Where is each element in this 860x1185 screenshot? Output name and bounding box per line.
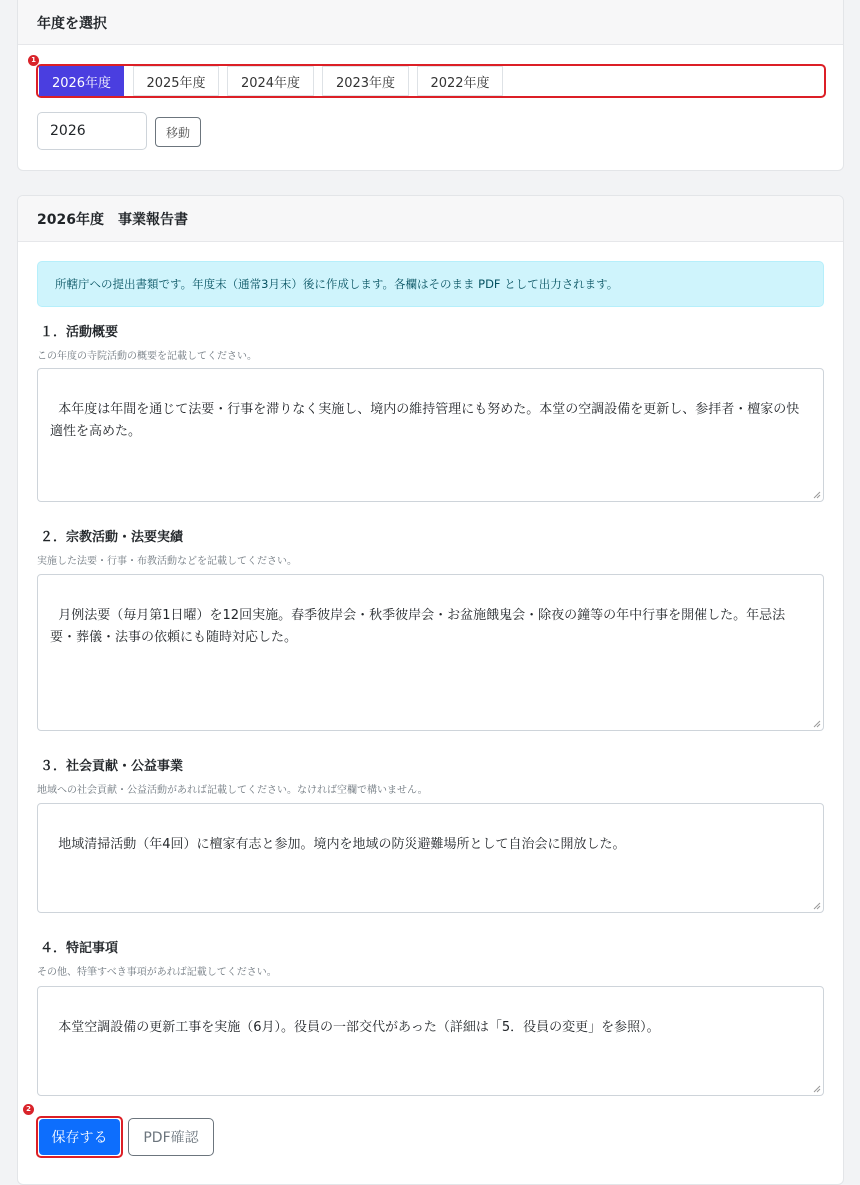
section-4-help: その他、特筆すべき事項があれば記載してください。 bbox=[37, 967, 277, 978]
report-title: 2026年度 事業報告書 bbox=[18, 196, 843, 242]
resize-grip-icon[interactable] bbox=[813, 1085, 821, 1093]
info-alert: 所轄庁への提出書類です。年度末（通常3月末）後に作成します。各欄はそのまま PDF として出力されます。 bbox=[37, 261, 824, 307]
tab-year-2025[interactable]: 2025年度 bbox=[133, 66, 219, 96]
section-2-help: 実施した法要・行事・布教活動などを記載してください。 bbox=[37, 556, 297, 567]
resize-grip-icon[interactable] bbox=[813, 902, 821, 910]
section-1-text: 本年度は年間を通じて法要・行事を滞りなく実施し、境内の維持管理にも努めた。本堂の空調設備を更新し、参拝者・檀家の快適性を高めた。 bbox=[50, 402, 800, 439]
section-3-help: 地域への社会貢献・公益活動があれば記載してください。なければ空欄で構いません。 bbox=[37, 785, 428, 796]
section-2-title: ２．宗教活動・法要実績 bbox=[40, 530, 184, 545]
pdf-preview-button[interactable]: PDF確認 bbox=[128, 1118, 214, 1156]
section-3-text: 地域清掃活動（年4回）に檀家有志と参加。境内を地域の防災避難場所として自治会に開放した。 bbox=[58, 837, 626, 852]
section-1-title: １．活動概要 bbox=[40, 325, 119, 340]
move-button[interactable]: 移動 bbox=[155, 117, 201, 147]
tab-year-2024[interactable]: 2024年度 bbox=[227, 66, 314, 96]
resize-grip-icon[interactable] bbox=[813, 491, 821, 499]
section-2-text: 月例法要（毎月第1日曜）を12回実施。春季彼岸会・秋季彼岸会・お盆施餓鬼会・除夜の鐘等の年中行事を開催した。年忌法要・葬儀・法事の依頼にも随時対応した。 bbox=[50, 608, 786, 645]
resize-grip-icon[interactable] bbox=[813, 720, 821, 728]
section-1-help: この年度の寺院活動の概要を記載してください。 bbox=[37, 351, 257, 362]
section-3-textarea[interactable] bbox=[37, 803, 824, 913]
tab-year-2026[interactable]: 2026年度 bbox=[39, 66, 124, 96]
year-tabs bbox=[39, 66, 511, 96]
section-1-textarea[interactable] bbox=[37, 368, 824, 502]
section-4-text: 本堂空調設備の更新工事を実施（6月）。役員の一部交代があった（詳細は「5．役員の変更」を参照）。 bbox=[58, 1020, 660, 1035]
section-4-textarea[interactable] bbox=[37, 986, 824, 1096]
section-2-textarea[interactable] bbox=[37, 574, 824, 731]
year-select-title: 年度を選択 bbox=[18, 0, 843, 45]
save-button[interactable]: 保存する bbox=[39, 1119, 120, 1155]
year-input[interactable]: 2026 bbox=[37, 112, 147, 150]
tab-year-2022[interactable]: 2022年度 bbox=[417, 66, 503, 96]
tab-year-2023[interactable]: 2023年度 bbox=[322, 66, 409, 96]
section-4-title: ４．特記事項 bbox=[40, 941, 119, 956]
annotation-marker-1: 1 bbox=[28, 55, 39, 66]
annotation-marker-2: 2 bbox=[23, 1104, 34, 1115]
section-3-title: ３．社会貢献・公益事業 bbox=[40, 759, 184, 774]
